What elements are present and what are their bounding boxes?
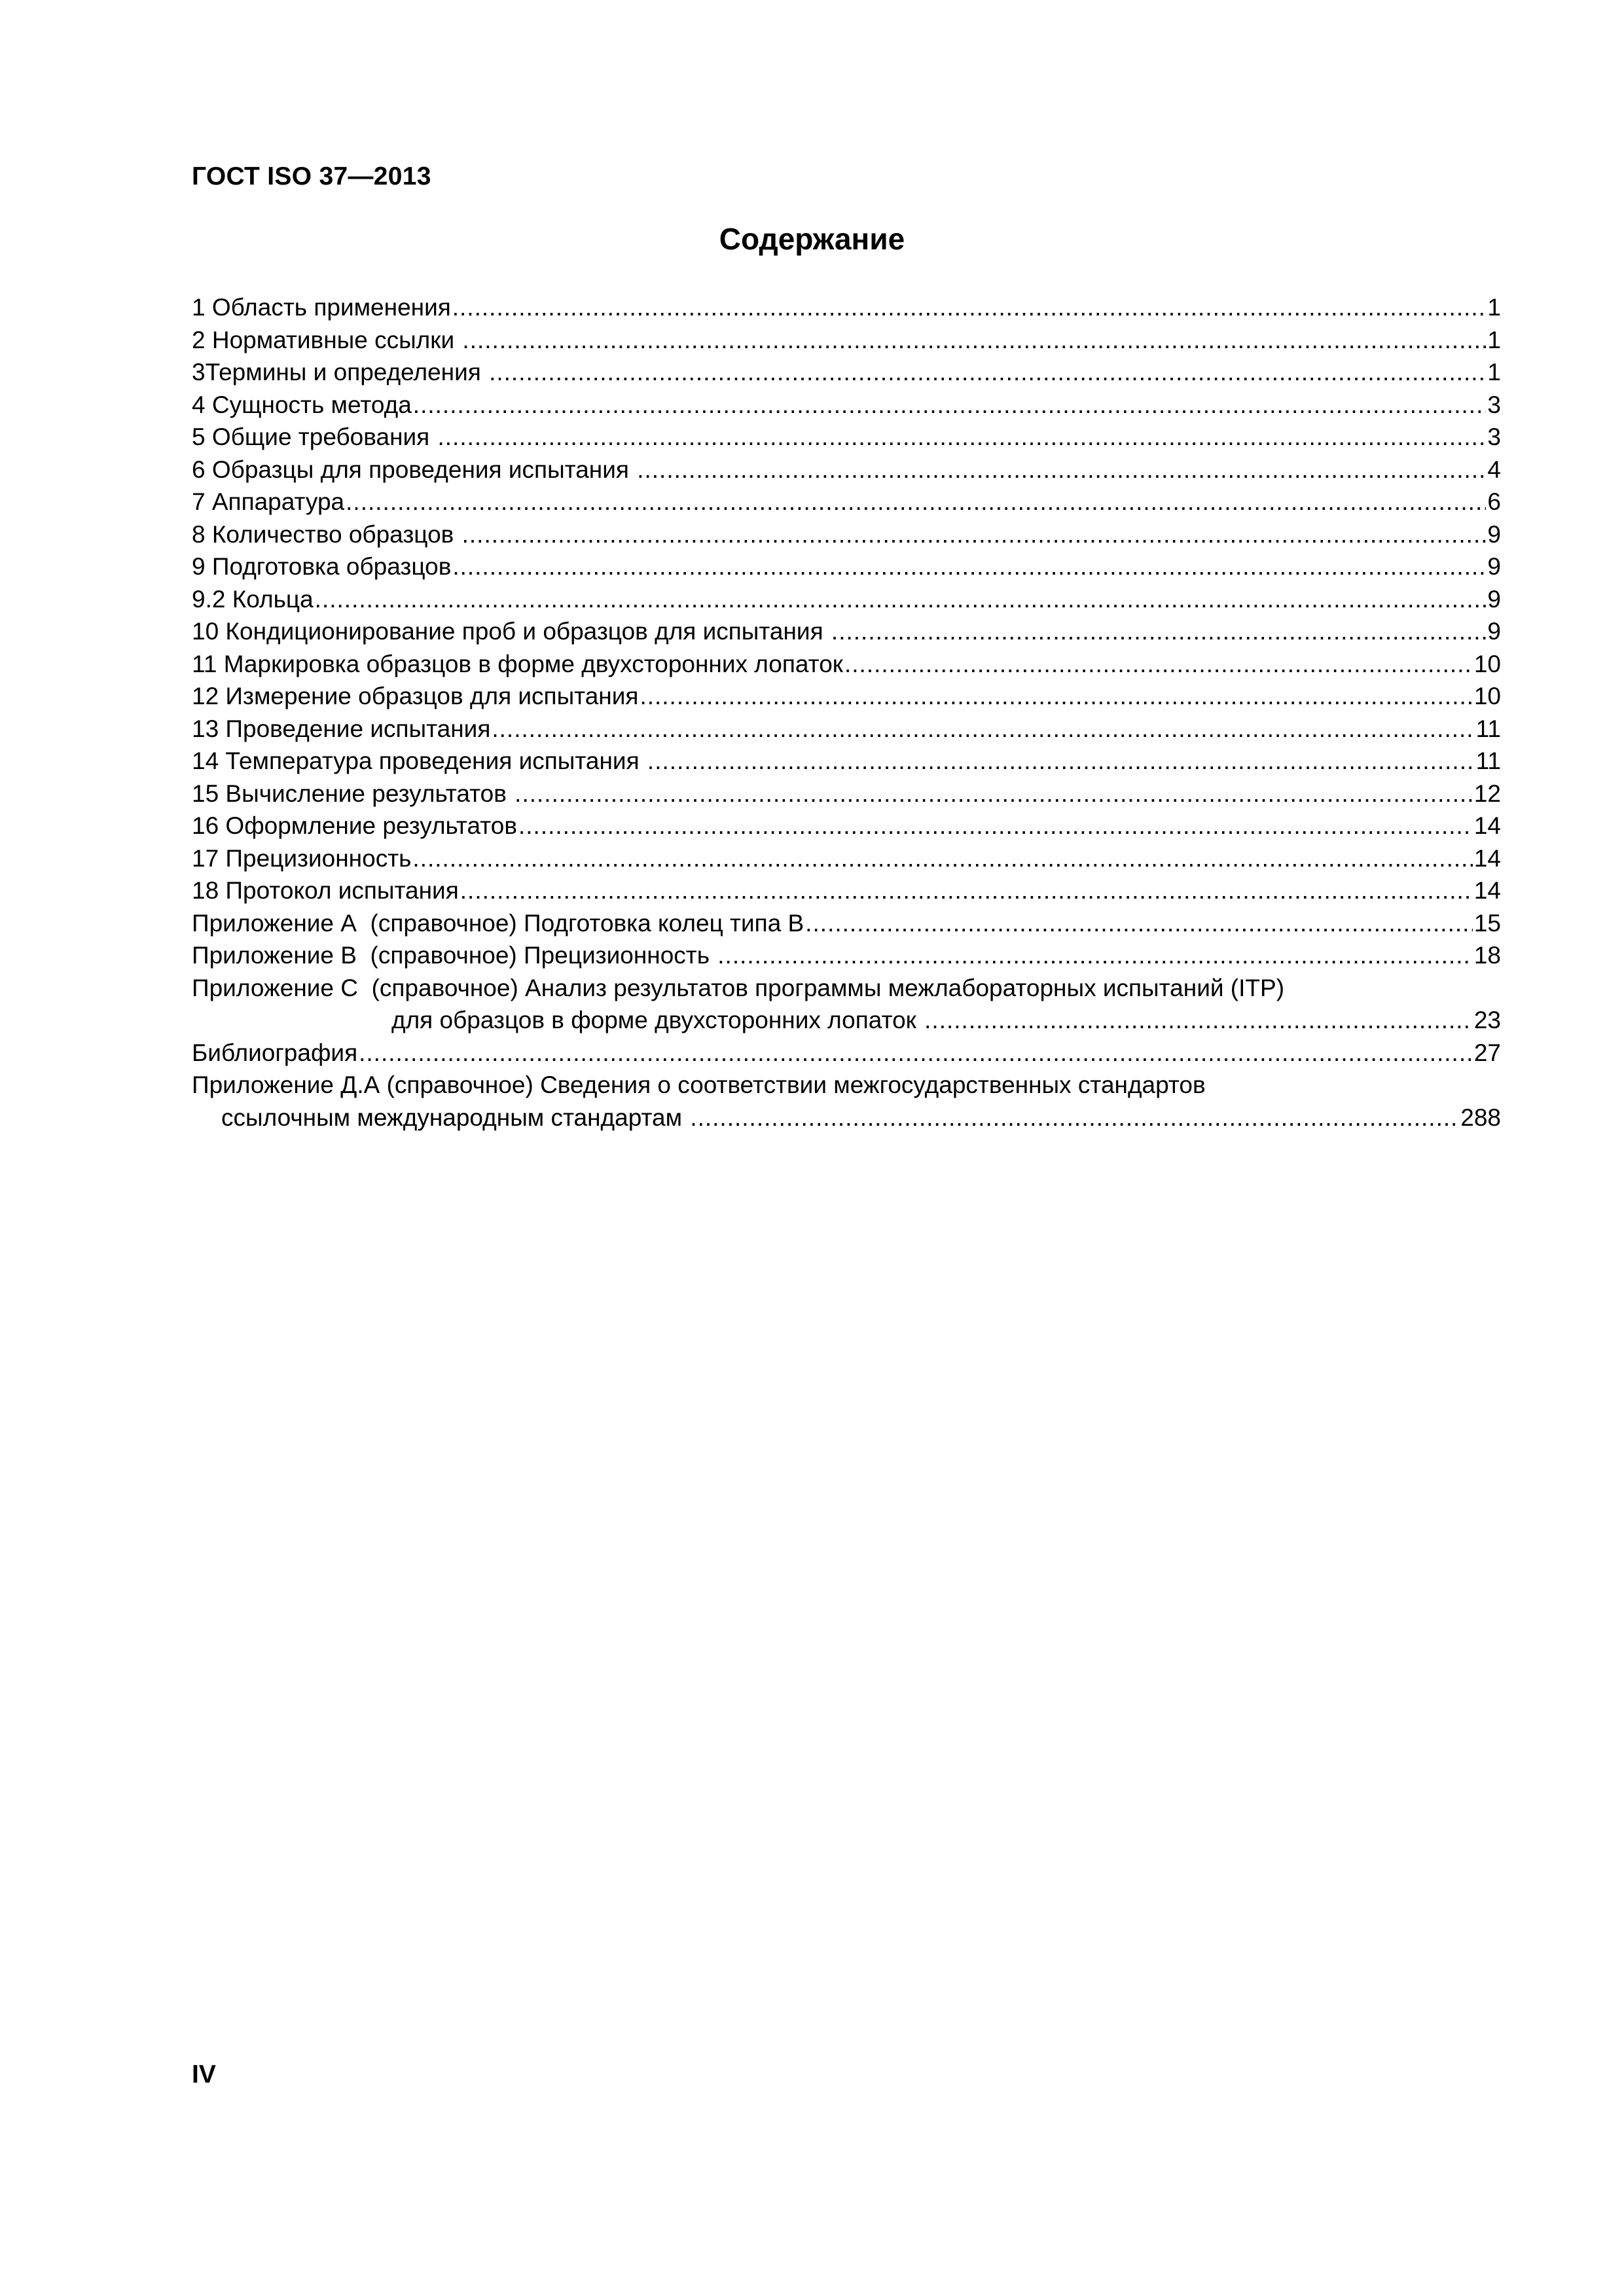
- leader-dots: [346, 486, 1486, 518]
- leader-dots: [647, 745, 1475, 778]
- toc-entry-page: 10: [1473, 683, 1501, 709]
- leader-dots: [514, 778, 1473, 810]
- leader-dots: [844, 648, 1473, 681]
- toc-entry-label: 10 Кондиционирование проб и образцов для испытания: [192, 618, 830, 645]
- page-number: IV: [192, 2060, 216, 2089]
- toc-entry-appendix-da-line2[interactable]: [192, 1102, 1501, 1134]
- toc-entry-page: 23: [1473, 1007, 1501, 1033]
- toc-entry-label: 5 Общие требования: [192, 423, 437, 450]
- toc-entry[interactable]: [192, 454, 1501, 486]
- toc-entry-label: 8 Количество образцов: [192, 520, 461, 548]
- toc-entry[interactable]: [192, 518, 1501, 551]
- leader-dots: [412, 842, 1472, 875]
- toc-entry-page: 9: [1487, 520, 1501, 548]
- toc-entry-label: 7 Аппаратура: [192, 488, 345, 515]
- toc-entry-label: Приложение С (справочное) Анализ результатов программы межлабораторных испытаний (ITP): [192, 974, 1285, 1001]
- toc-entry-page: 1: [1487, 294, 1501, 321]
- leader-dots: [462, 324, 1486, 357]
- leader-dots: [924, 1004, 1473, 1037]
- toc-entry-appendix-da-line1[interactable]: [192, 1069, 1501, 1102]
- toc-entry-page: 288: [1460, 1103, 1501, 1131]
- leader-dots: [831, 615, 1487, 648]
- toc-entry[interactable]: [192, 842, 1501, 875]
- toc-entry-label: Приложение Д.А (справочное) Сведения о соответствии межгосударственных стандартов: [192, 1071, 1206, 1098]
- table-of-contents: [192, 291, 1501, 1134]
- toc-entry-label: 9 Подготовка образцов: [192, 553, 452, 580]
- toc-entry[interactable]: [192, 874, 1501, 907]
- toc-entry-label: 17 Прецизионность: [192, 844, 412, 872]
- toc-entry-page: 6: [1487, 488, 1501, 515]
- toc-entry-label: 2 Нормативные ссылки: [192, 326, 461, 353]
- toc-entry[interactable]: [192, 648, 1501, 681]
- toc-entry[interactable]: [192, 356, 1501, 389]
- toc-entry-page: 3: [1487, 423, 1501, 450]
- leader-dots: [640, 680, 1472, 713]
- toc-entry[interactable]: [192, 389, 1501, 422]
- document-code: ГОСТ ISO 37—2013: [192, 162, 431, 190]
- toc-entry-label: 1 Область применения: [192, 294, 451, 321]
- leader-dots: [315, 583, 1487, 616]
- toc-entry-label: 12 Измерение образцов для испытания: [192, 683, 639, 709]
- page-title: Содержание: [719, 222, 905, 256]
- toc-entry[interactable]: [192, 939, 1501, 972]
- toc-entry-page: 9: [1487, 553, 1501, 580]
- toc-entry[interactable]: [192, 907, 1501, 940]
- toc-entry-label: Приложение А (справочное) Подготовка колец типа В: [192, 909, 804, 937]
- toc-entry-page: 10: [1473, 650, 1501, 677]
- toc-entry-page: 14: [1473, 844, 1501, 872]
- toc-entry-label: 18 Протокол испытания: [192, 877, 459, 904]
- toc-entry-label: ссылочным международным стандартам: [221, 1103, 689, 1131]
- leader-dots: [690, 1102, 1459, 1134]
- toc-entry[interactable]: [192, 745, 1501, 778]
- toc-entry[interactable]: [192, 486, 1501, 518]
- toc-entry-page: 12: [1473, 780, 1501, 807]
- toc-entry[interactable]: [192, 583, 1501, 616]
- toc-entry-label: 11 Маркировка образцов в форме двухсторонних лопаток: [192, 650, 843, 677]
- toc-entry[interactable]: [192, 291, 1501, 324]
- toc-entry-page: 1: [1487, 326, 1501, 353]
- leader-dots: [717, 939, 1473, 972]
- toc-entry-appendix-c-line1[interactable]: [192, 972, 1501, 1005]
- toc-entry-label: 4 Сущность метода: [192, 391, 412, 418]
- toc-entry-page: 15: [1473, 909, 1501, 937]
- leader-dots: [805, 907, 1473, 940]
- toc-entry-page: 1: [1487, 359, 1501, 386]
- toc-entry-page: 3: [1487, 391, 1501, 418]
- toc-entry-page: 11: [1475, 747, 1501, 774]
- toc-entry-page: 9: [1487, 585, 1501, 613]
- toc-entry[interactable]: [192, 810, 1501, 842]
- toc-entry-label: 13 Проведение испытания: [192, 715, 491, 742]
- toc-entry[interactable]: [192, 713, 1501, 745]
- toc-entry-label: 6 Образцы для проведения испытания: [192, 456, 636, 483]
- leader-dots: [452, 291, 1487, 324]
- toc-entry-page: 18: [1473, 942, 1501, 969]
- toc-entry-label: для образцов в форме двухсторонних лопаток: [391, 1007, 924, 1033]
- toc-entry-appendix-c-line2[interactable]: [192, 1004, 1501, 1037]
- toc-entry-label: 14 Температура проведения испытания: [192, 747, 646, 774]
- leader-dots: [413, 389, 1487, 422]
- toc-entry[interactable]: [192, 615, 1501, 648]
- toc-entry[interactable]: [192, 550, 1501, 583]
- leader-dots: [359, 1037, 1473, 1069]
- leader-dots: [452, 550, 1486, 583]
- toc-entry[interactable]: [192, 778, 1501, 810]
- toc-entry-page: 14: [1473, 812, 1501, 839]
- toc-entry[interactable]: [192, 421, 1501, 454]
- toc-entry[interactable]: [192, 324, 1501, 357]
- toc-entry-label: Библиография: [192, 1039, 358, 1066]
- toc-entry-bibliography[interactable]: [192, 1037, 1501, 1069]
- toc-entry-page: 9: [1487, 618, 1501, 645]
- toc-entry-label: Приложение В (справочное) Прецизионность: [192, 942, 717, 969]
- leader-dots: [438, 421, 1487, 454]
- toc-entry-page: 11: [1475, 715, 1501, 742]
- toc-entry-page: 4: [1487, 456, 1501, 483]
- leader-dots: [489, 356, 1486, 389]
- toc-entry[interactable]: [192, 680, 1501, 713]
- toc-entry-label: 15 Вычисление результатов: [192, 780, 514, 807]
- toc-entry-label: 16 Оформление результатов: [192, 812, 517, 839]
- toc-entry-label: 3Термины и определения: [192, 359, 488, 386]
- leader-dots: [460, 874, 1473, 907]
- leader-dots: [462, 518, 1487, 551]
- leader-dots: [637, 454, 1486, 486]
- toc-entry-page: 14: [1473, 877, 1501, 904]
- leader-dots: [492, 713, 1474, 745]
- toc-entry-label: 9.2 Кольца: [192, 585, 314, 613]
- leader-dots: [518, 810, 1473, 842]
- toc-entry-page: 27: [1473, 1039, 1501, 1066]
